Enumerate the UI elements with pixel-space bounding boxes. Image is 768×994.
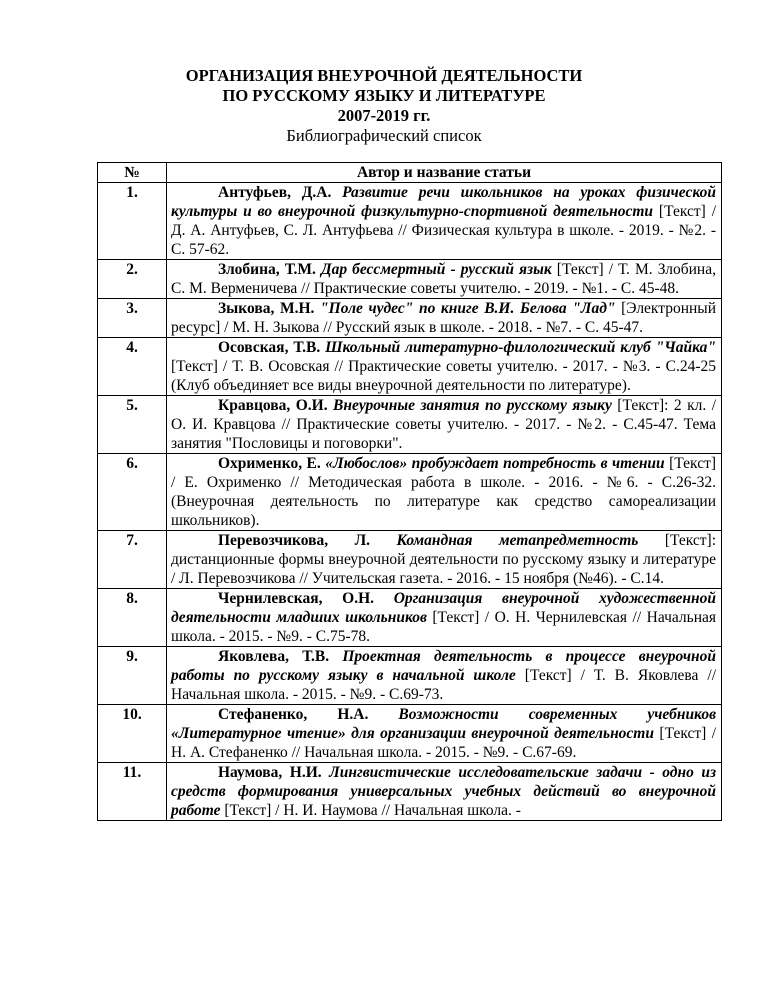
bibliography-table — [97, 162, 722, 821]
entry-number: 10. — [98, 705, 167, 763]
heading-line-1: ОРГАНИЗАЦИЯ ВНЕУРОЧНОЙ ДЕЯТЕЛЬНОСТИ — [185, 66, 583, 85]
entry-title: "Поле чудес" по книге В.И. Белова "Лад" — [320, 300, 616, 317]
table-header-row — [98, 163, 722, 183]
table-row — [98, 454, 722, 531]
entry-details: [Текст] / Е. Охрименко // Методическая работа в школе. - 2016. - №6. - С.26-32. (Внеурочная деятельность по литературе как средство самореализации школьников). — [171, 455, 717, 529]
table-row — [98, 396, 722, 454]
table-row — [98, 183, 722, 260]
entry-details: [Текст]: дистанционные формы внеурочной деятельности по русскому языку и литературе / Л. Перевозчикова // Учительская газета. - 2016. - 15 ноября (№46). - С.14. — [171, 532, 717, 587]
entry-number: 9. — [98, 647, 167, 705]
entry-details: [Текст]: 2 кл. / О. И. Кравцова // Практические советы учителю. - 2017. - №2. - С.45-47. Тема занятия "Пословицы и поговорки". — [171, 397, 716, 452]
entry-title: «Любослов» пробуждает потребность в чтении — [325, 455, 665, 472]
entry-number: 5. — [98, 396, 167, 454]
entry-title: Возможности современных учебников «Литературное чтение» для организации внеурочной деятельности — [171, 706, 717, 742]
entry-citation — [167, 183, 722, 260]
entry-number: 3. — [98, 299, 167, 338]
entry-number: 7. — [98, 531, 167, 589]
entry-author: Охрименко, Е. — [218, 455, 321, 472]
entry-citation — [167, 299, 722, 338]
entry-title: Лингвистические исследовательские задачи - одно из средств формирования универсальных учебных действий во внеурочной работе — [171, 764, 716, 819]
entry-citation — [167, 763, 722, 821]
table-row — [98, 338, 722, 396]
document-header — [0, 66, 768, 146]
entry-number: 1. — [98, 183, 167, 260]
entry-citation — [167, 396, 722, 454]
heading-line-2: ПО РУССКОМУ ЯЗЫКУ И ЛИТЕРАТУРЕ — [222, 86, 546, 105]
table-row — [98, 763, 722, 821]
entry-citation — [167, 589, 722, 647]
entry-citation — [167, 705, 722, 763]
entry-number: 6. — [98, 454, 167, 531]
entry-number: 11. — [98, 763, 167, 821]
entry-details: [Текст] / О. Н. Чернилевская // Начальная школа. - 2015. - №9. - С.75-78. — [171, 609, 716, 645]
entry-author: Перевозчикова, Л. — [218, 532, 370, 549]
entry-number: 2. — [98, 260, 167, 299]
column-header-author: Автор и название статьи — [167, 163, 722, 183]
entry-title: Командная метапредметность — [396, 532, 639, 549]
heading-subtitle: Библиографический список — [286, 126, 482, 145]
entry-title: Развитие речи школьников на уроках физической культуры и во внеурочной физкультурно-спортивной деятельности — [171, 184, 716, 220]
entry-author: Чернилевская, О.Н. — [218, 590, 374, 607]
entry-author: Антуфьев, Д.А. — [218, 184, 332, 201]
table-row — [98, 647, 722, 705]
entry-citation — [167, 454, 722, 531]
entry-number: 4. — [98, 338, 167, 396]
entry-author: Яковлева, Т.В. — [218, 648, 330, 665]
entry-details: [Текст] / Т. В. Яковлева // Начальная школа. - 2015. - №9. - С.69-73. — [171, 667, 717, 703]
entry-details: [Текст] / Н. А. Стефаненко // Начальная школа. - 2015. - №9. - С.67-69. — [171, 725, 717, 761]
column-header-number: № — [98, 163, 167, 183]
entry-details: [Электронный ресурс] / М. Н. Зыкова // Русский язык в школе. - 2018. - №7. - С. 45-47. — [171, 300, 717, 336]
entry-number: 8. — [98, 589, 167, 647]
entry-author: Зыкова, М.Н. — [218, 300, 315, 317]
entry-author: Злобина, Т.М. — [218, 261, 316, 278]
table-row — [98, 260, 722, 299]
entry-citation — [167, 647, 722, 705]
entry-details: [Текст] / Т. М. Злобина, С. М. Верменичева // Практические советы учителю. - 2019. - №1. - С. 45-48. — [171, 261, 716, 297]
table-body — [98, 183, 722, 821]
table-row — [98, 705, 722, 763]
table-row — [98, 299, 722, 338]
entry-title: Внеурочные занятия по русскому языку — [333, 397, 612, 414]
table-row — [98, 589, 722, 647]
entry-citation — [167, 531, 722, 589]
entry-author: Стефаненко, Н.А. — [218, 706, 369, 723]
table-row — [98, 531, 722, 589]
entry-author: Наумова, Н.И. — [218, 764, 322, 781]
entry-title: Организация внеурочной художественной деятельности младших школьников — [171, 590, 716, 626]
entry-title: Проектная деятельность в процессе внеурочной работы по русскому языку в начальной школе — [171, 648, 716, 684]
entry-citation — [167, 260, 722, 299]
entry-details: [Текст] / Т. В. Осовская // Практические советы учителю. - 2017. - №3. - С.24-25 (Клуб объединяет все виды внеурочной деятельности по литературе). — [171, 358, 716, 394]
entry-citation — [167, 338, 722, 396]
entry-title: Дар бессмертный - русский язык — [320, 261, 552, 278]
entry-details: [Текст] / Д. А. Антуфьев, С. Л. Антуфьева // Физическая культура в школе. - 2019. - №2. - С. 57-62. — [171, 203, 716, 258]
heading-years: 2007-2019 гг. — [337, 106, 431, 125]
entry-details: [Текст] / Н. И. Наумова // Начальная школа. - — [224, 802, 521, 819]
entry-title: Школьный литературно-филологический клуб "Чайка" — [325, 339, 716, 356]
entry-author: Осовская, Т.В. — [218, 339, 321, 356]
entry-author: Кравцова, О.И. — [218, 397, 328, 414]
